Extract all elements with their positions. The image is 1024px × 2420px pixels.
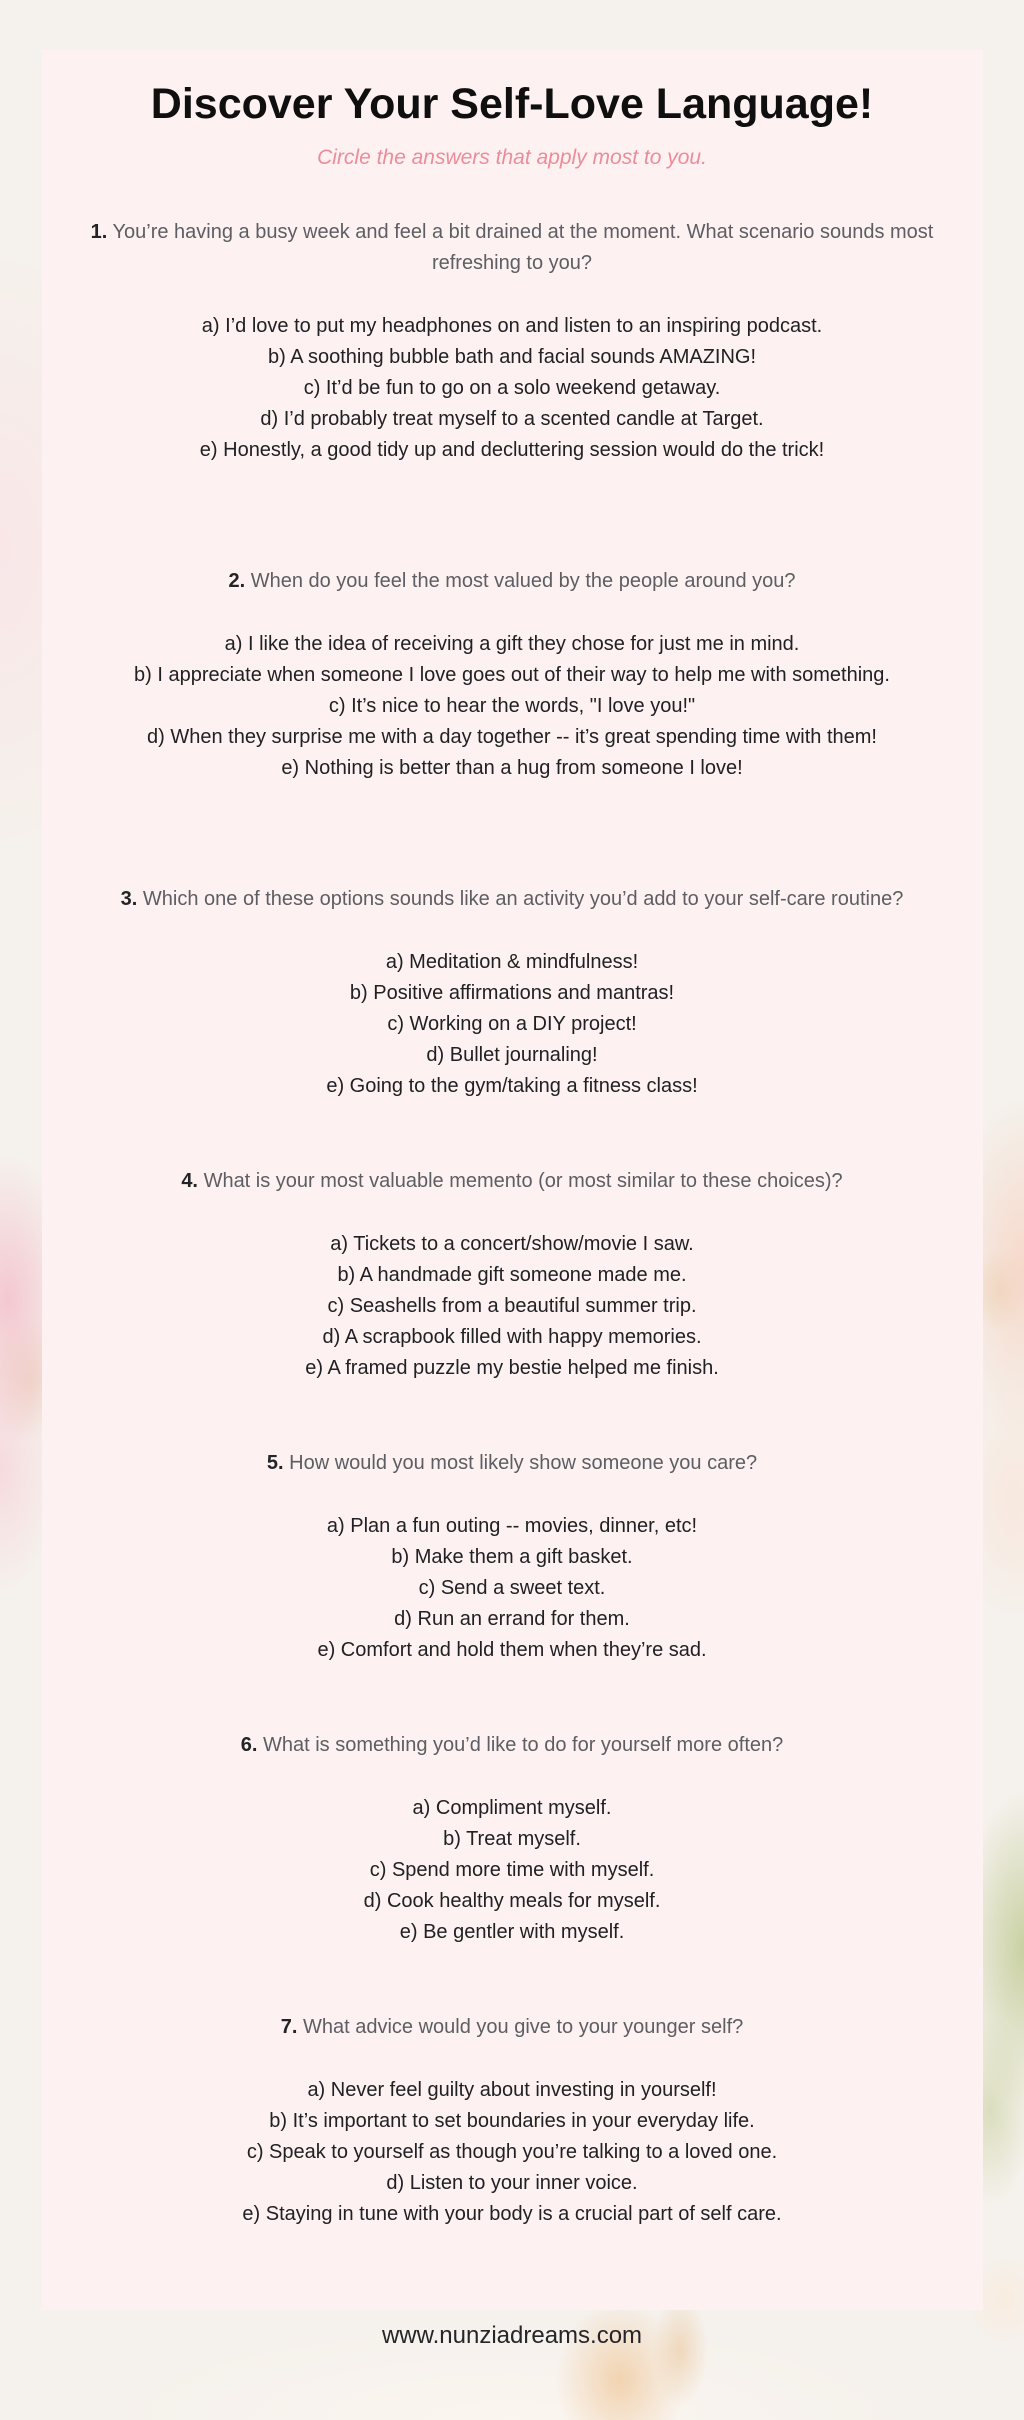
question-header — [66, 217, 959, 279]
answer-option[interactable]: e) A framed puzzle my bestie helped me finish. — [305, 1356, 719, 1379]
question-header — [66, 2012, 959, 2043]
answer-option[interactable]: a) Tickets to a concert/show/movie I saw. — [330, 1232, 694, 1255]
options-list — [66, 629, 959, 784]
answer-option[interactable]: e) Going to the gym/taking a fitness class! — [326, 1074, 698, 1097]
answer-option[interactable]: a) I’d love to put my headphones on and listen to an inspiring podcast. — [201, 314, 823, 337]
question-number: 2. — [228, 569, 246, 592]
question-header — [66, 566, 959, 597]
question-number: 3. — [120, 887, 138, 910]
answer-option[interactable]: b) Treat myself. — [443, 1827, 581, 1850]
options-list — [66, 2075, 959, 2230]
answer-option[interactable]: d) When they surprise me with a day together -- it’s great spending time with them! — [147, 725, 877, 748]
options-list — [66, 947, 959, 1102]
page-title: Discover Your Self-Love Language! — [150, 80, 874, 128]
answer-option[interactable]: d) Bullet journaling! — [426, 1043, 598, 1066]
answer-option[interactable]: a) Compliment myself. — [412, 1796, 612, 1819]
answer-option[interactable]: c) Spend more time with myself. — [369, 1858, 655, 1881]
question-block — [66, 566, 959, 784]
question-number: 6. — [240, 1733, 258, 1756]
options-list — [66, 311, 959, 466]
question-text: What advice would you give to your younger self? — [303, 2015, 744, 2038]
answer-option[interactable]: d) A scrapbook filled with happy memories. — [322, 1325, 702, 1348]
worksheet-page — [0, 50, 1024, 2420]
answer-option[interactable]: b) A handmade gift someone made me. — [337, 1263, 687, 1286]
question-number: 7. — [280, 2015, 298, 2038]
answer-option[interactable]: d) Listen to your inner voice. — [386, 2171, 638, 2194]
answer-option[interactable]: c) Speak to yourself as though you’re talking to a loved one. — [246, 2140, 778, 2163]
answer-option[interactable]: a) Plan a fun outing -- movies, dinner, etc! — [326, 1514, 698, 1537]
answer-option[interactable]: c) Send a sweet text. — [418, 1576, 606, 1599]
question-block — [66, 217, 959, 466]
answer-option[interactable]: b) A soothing bubble bath and facial sounds AMAZING! — [267, 345, 757, 368]
answer-option[interactable]: c) It’d be fun to go on a solo weekend getaway. — [303, 376, 721, 399]
question-header — [66, 1448, 959, 1479]
question-block — [66, 2012, 959, 2230]
answer-option[interactable]: a) I like the idea of receiving a gift they chose for just me in mind. — [224, 632, 800, 655]
options-list — [66, 1793, 959, 1948]
question-text: What is something you’d like to do for yourself more often? — [262, 1733, 784, 1756]
options-list — [66, 1229, 959, 1384]
answer-option[interactable]: c) It’s nice to hear the words, "I love you!" — [328, 694, 696, 717]
answer-option[interactable]: d) I’d probably treat myself to a scented candle at Target. — [260, 407, 764, 430]
question-block — [66, 884, 959, 1102]
page-subtitle: Circle the answers that apply most to you. — [317, 146, 707, 170]
question-block — [66, 1730, 959, 1948]
questions-list — [66, 217, 959, 2230]
answer-option[interactable]: e) Comfort and hold them when they’re sad. — [317, 1638, 707, 1661]
answer-option[interactable]: b) Positive affirmations and mantras! — [349, 981, 675, 1004]
quiz-card — [42, 50, 983, 2310]
question-text: How would you most likely show someone you care? — [289, 1451, 758, 1474]
answer-option[interactable]: a) Never feel guilty about investing in yourself! — [307, 2078, 717, 2101]
question-number: 4. — [181, 1169, 198, 1192]
answer-option[interactable]: a) Meditation & mindfulness! — [385, 950, 639, 973]
question-block — [66, 1166, 959, 1384]
answer-option[interactable]: c) Working on a DIY project! — [387, 1012, 637, 1035]
question-text: What is your most valuable memento (or most similar to these choices)? — [203, 1169, 843, 1192]
question-number: 1. — [90, 220, 108, 243]
answer-option[interactable]: d) Run an errand for them. — [394, 1607, 630, 1630]
question-header — [66, 1730, 959, 1761]
question-block — [66, 1448, 959, 1666]
options-list — [66, 1511, 959, 1666]
question-header — [66, 884, 959, 915]
question-text: Which one of these options sounds like an activity you’d add to your self-care routine? — [142, 887, 904, 910]
question-text: When do you feel the most valued by the people around you? — [250, 569, 796, 592]
answer-option[interactable]: c) Seashells from a beautiful summer trip. — [327, 1294, 697, 1317]
question-number: 5. — [266, 1451, 284, 1474]
answer-option[interactable]: e) Staying in tune with your body is a crucial part of self care. — [242, 2202, 782, 2225]
answer-option[interactable]: d) Cook healthy meals for myself. — [363, 1889, 661, 1912]
answer-option[interactable]: b) I appreciate when someone I love goes out of their way to help me with something. — [134, 663, 890, 686]
answer-option[interactable]: b) Make them a gift basket. — [391, 1545, 633, 1568]
answer-option[interactable]: b) It’s important to set boundaries in your everyday life. — [269, 2109, 755, 2132]
answer-option[interactable]: e) Be gentler with myself. — [399, 1920, 625, 1943]
question-text: You’re having a busy week and feel a bit drained at the moment. What scenario sounds most refreshing to you? — [112, 220, 934, 274]
website-url: www.nunziadreams.com — [381, 2322, 643, 2349]
question-header — [66, 1166, 959, 1197]
answer-option[interactable]: e) Nothing is better than a hug from someone I love! — [281, 756, 743, 779]
answer-option[interactable]: e) Honestly, a good tidy up and decluttering session would do the trick! — [199, 438, 825, 461]
